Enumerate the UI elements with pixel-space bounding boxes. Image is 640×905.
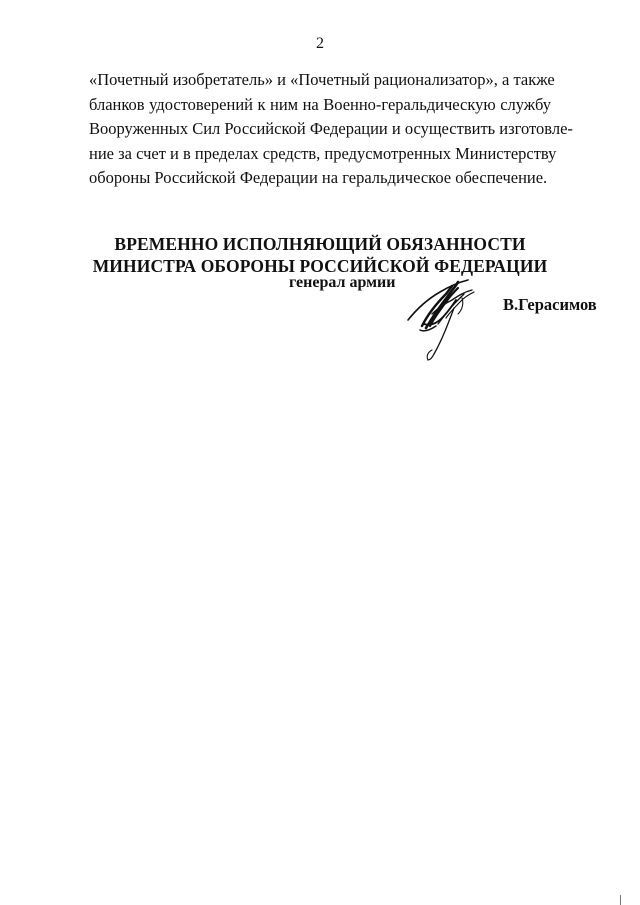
paragraph-line: ние за счет и в пределах средств, предусмотренных Министерству <box>89 143 557 163</box>
handwritten-signature <box>402 274 492 364</box>
signatory-title-line-1: ВРЕМЕННО ИСПОЛНЯЮЩИЙ ОБЯЗАННОСТИ <box>114 234 526 254</box>
paragraph-line: Вооруженных Сил Российской Федерации и осуществить изготовле- <box>89 119 573 138</box>
signatory-title-line-2: МИНИСТРА ОБОРОНЫ РОССИЙСКОЙ ФЕДЕРАЦИИ <box>92 256 548 276</box>
page-number: 2 <box>316 35 324 52</box>
body-paragraph <box>89 68 573 191</box>
paragraph-line: бланков удостоверений к ним на Военно-геральдическую службу <box>89 94 551 114</box>
paragraph-line: обороны Российской Федерации на геральдическое обеспечение. <box>89 168 548 187</box>
signatory-name: В.Герасимов <box>503 295 597 314</box>
scan-edge-mark <box>620 895 621 905</box>
paragraph-line: «Почетный изобретатель» и «Почетный рационализатор», а также <box>89 70 555 89</box>
signatory-rank: генерал армии <box>289 274 396 291</box>
